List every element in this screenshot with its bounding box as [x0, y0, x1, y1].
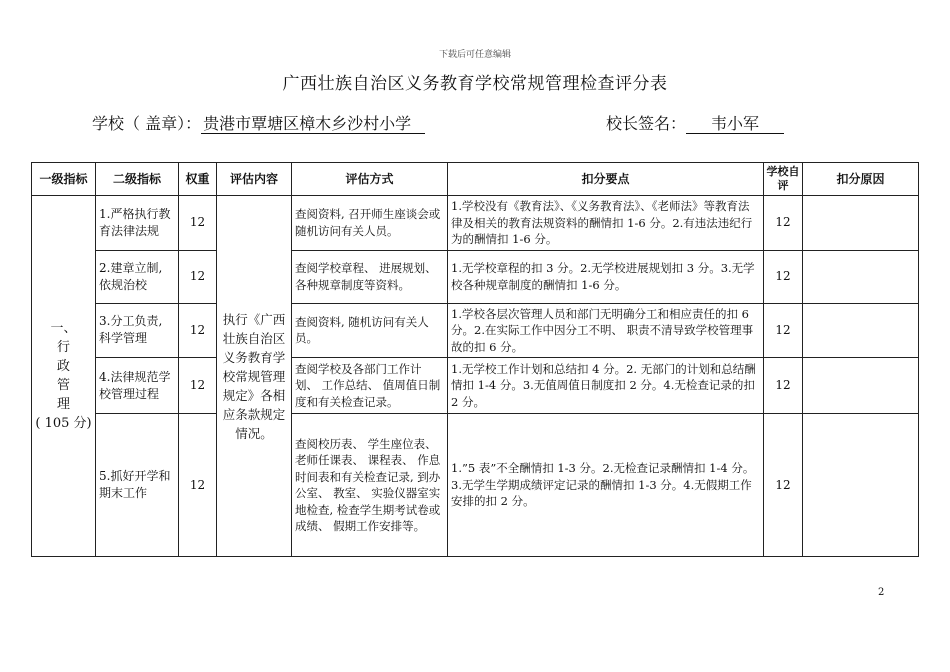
self-score-cell: 12: [764, 196, 803, 251]
principal-field: [606, 111, 784, 134]
table-row: [32, 303, 919, 358]
method-cell: 查阅资料, 随机访问有关人员。: [292, 303, 448, 358]
level1-line: 管: [56, 378, 70, 393]
method-cell: 查阅校历表、 学生座位表、 老师任课表、 课程表、 作息时间表和有关检查记录, 到办公室、 教室、 实验仪器室实地检查, 检查学生期考试卷或成绩、 假期工作安排等。: [292, 414, 448, 557]
header-reason: 扣分原因: [803, 163, 919, 196]
header-level2: 二级指标: [96, 163, 179, 196]
reason-cell: [803, 358, 919, 414]
school-field: [92, 111, 425, 134]
table-header-row: [32, 163, 919, 196]
level1-cell: [32, 196, 96, 557]
points-cell: 1.无学校章程的扣 3 分。2.无学校进展规划扣 3 分。3.无学校各种规章制度的酬情扣 1-6 分。: [448, 250, 764, 303]
level2-cell: 1.严格执行教育法律法规: [96, 196, 179, 251]
school-label: 学校（ 盖章）：: [92, 114, 202, 133]
header-content: 评估内容: [217, 163, 292, 196]
header-note: 下载后可任意编辑: [438, 50, 511, 60]
level1-line: 理: [56, 397, 70, 412]
level2-cell: 5.抓好开学和期末工作: [96, 414, 179, 557]
level2-cell: 4.法律规范学校管理过程: [96, 358, 179, 414]
page-number: 2: [878, 587, 885, 598]
table-row: [32, 196, 919, 251]
principal-name: 韦小军: [686, 115, 784, 134]
self-score-cell: 12: [764, 358, 803, 414]
evaluation-table: [31, 162, 919, 557]
points-cell: 1.无学校工作计划和总结扣 4 分。2. 无部门的计划和总结酬情扣 1-4 分。3.无值周值日制度扣 2 分。4.无检查记录的扣 2 分。: [448, 358, 764, 414]
principal-label: 校长签名：: [606, 114, 687, 133]
header-points: 扣分要点: [448, 163, 764, 196]
content-cell: 执行《广西壮族自治区义务教育学校常规管理规定》各相应条款规定情况。: [217, 196, 292, 557]
header-weight: 权重: [179, 163, 217, 196]
table-row: [32, 414, 919, 557]
weight-cell: 12: [179, 358, 217, 414]
points-cell: 1.学校没有《教育法》、《义务教育法》、《老师法》等教育法律及相关的教育法规资料的酬情扣 1-6 分。2.有违法违纪行为的酬情扣 1-6 分。: [448, 196, 764, 251]
self-score-cell: 12: [764, 250, 803, 303]
points-cell: 1.学校各层次管理人员和部门无明确分工和相应责任的扣 6 分。2.在实际工作中因分工不明、 职责不清导致学校管理事故的扣 6 分。: [448, 303, 764, 358]
weight-cell: 12: [179, 414, 217, 557]
method-cell: 查阅学校章程、 进展规划、 各种规章制度等资料。: [292, 250, 448, 303]
level1-line: 政: [56, 359, 70, 374]
weight-cell: 12: [179, 196, 217, 251]
school-name: 贵港市覃塘区樟木乡沙村小学: [201, 115, 425, 134]
points-cell: 1.”5 表”不全酬情扣 1-3 分。2.无检查记录酬情扣 1-4 分。3.无学生学期成绩评定记录的酬情扣 1-3 分。4.无假期工作安排的扣 2 分。: [448, 414, 764, 557]
reason-cell: [803, 303, 919, 358]
page-title: 广西壮族自治区义务教育学校常规管理检查评分表: [282, 74, 668, 94]
table-row: [32, 250, 919, 303]
level1-line: 一、: [50, 321, 77, 336]
level1-line: ( 105 分): [35, 416, 92, 431]
reason-cell: [803, 250, 919, 303]
reason-cell: [803, 196, 919, 251]
level1-line: 行: [56, 340, 70, 355]
header-method: 评估方式: [292, 163, 448, 196]
weight-cell: 12: [179, 303, 217, 358]
weight-cell: 12: [179, 250, 217, 303]
reason-cell: [803, 414, 919, 557]
table-row: [32, 358, 919, 414]
self-score-cell: 12: [764, 303, 803, 358]
header-self-score: 学校自评: [764, 163, 803, 196]
header-level1: 一级指标: [32, 163, 96, 196]
method-cell: 查阅学校及各部门工作计划、 工作总结、 值周值日制度和有关检查记录。: [292, 358, 448, 414]
self-score-cell: 12: [764, 414, 803, 557]
level2-cell: 2.建章立制, 依规治校: [96, 250, 179, 303]
level2-cell: 3.分工负责, 科学管理: [96, 303, 179, 358]
method-cell: 查阅资料, 召开师生座谈会或随机访问有关人员。: [292, 196, 448, 251]
